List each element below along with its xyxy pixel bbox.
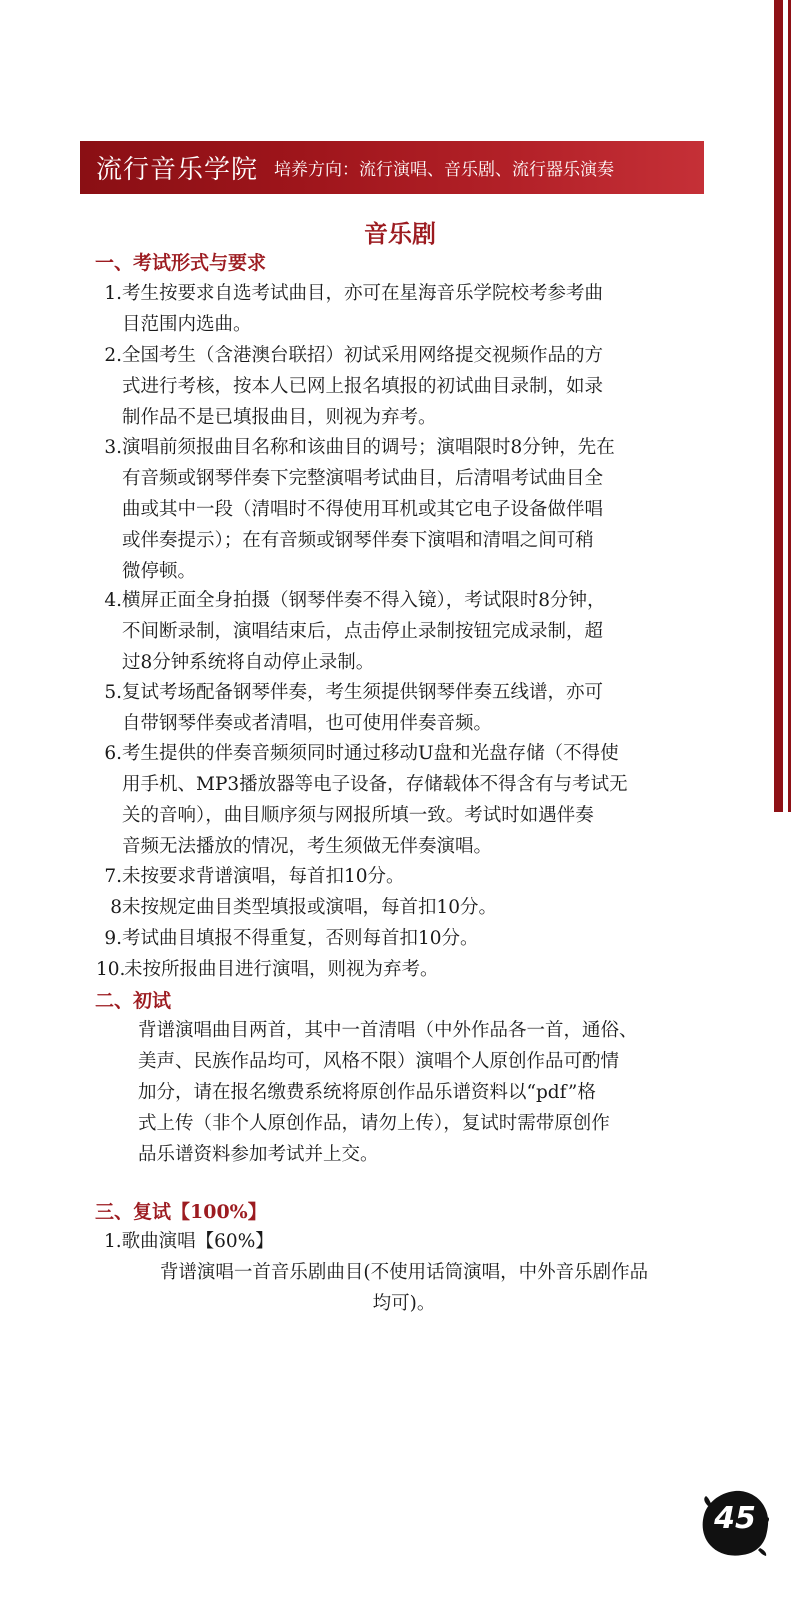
paragraph-line: 式上传（非个人原创作品，请勿上传），复试时需带原创作 xyxy=(138,1113,610,1134)
item-text: 制作品不是已填报曲目，则视为弃考。 xyxy=(122,407,437,428)
item-text: 复试考场配备钢琴伴奏，考生须提供钢琴伴奏五线谱，亦可 xyxy=(122,682,604,703)
section-heading-preliminary: 二、初试 xyxy=(95,990,172,1012)
item-number: 7. xyxy=(104,866,122,887)
right-border-stripe xyxy=(774,0,783,812)
banner-subtitle: 培养方向：流行演唱、音乐剧、流行器乐演奏 xyxy=(274,160,615,180)
list-item xyxy=(96,861,405,892)
paragraph-line: 美声、民族作品均可，风格不限）演唱个人原创作品可酌情 xyxy=(138,1051,620,1072)
list-item xyxy=(96,954,439,985)
preliminary-paragraph xyxy=(138,1015,718,1170)
paragraph-line: 背谱演唱曲目两首，其中一首清唱（中外作品各一首，通俗、 xyxy=(138,1020,638,1041)
item-number: 5. xyxy=(104,682,122,703)
header-banner xyxy=(80,141,704,194)
banner-title: 流行音乐学院 xyxy=(96,155,259,185)
item-number: 1. xyxy=(104,283,122,304)
item-number: 2. xyxy=(104,345,122,366)
item-number: 3. xyxy=(104,437,122,458)
item-number: 10. xyxy=(96,959,126,980)
item-text: 用手机、MP3播放器等电子设备，存储载体不得含有与考试无 xyxy=(122,774,628,795)
item-text: 自带钢琴伴奏或者清唱，也可使用伴奏音频。 xyxy=(122,713,493,734)
item-text: 未按要求背谱演唱，每首扣10分。 xyxy=(122,866,405,887)
paragraph-line: 背谱演唱一首音乐剧曲目(不使用话筒演唱，中外音乐剧作品 xyxy=(159,1262,649,1283)
paragraph-line: 均可)。 xyxy=(372,1293,436,1314)
item-text: 过8分钟系统将自动停止录制。 xyxy=(122,652,375,673)
paragraph-line: 品乐谱资料参加考试并上交。 xyxy=(138,1144,379,1165)
item-text: 横屏正面全身拍摄（钢琴伴奏不得入镜），考试限时8分钟， xyxy=(122,590,606,611)
section-heading-requirements: 一、考试形式与要求 xyxy=(95,252,267,274)
list-item xyxy=(96,585,606,678)
item-text: 考试曲目填报不得重复，否则每首扣10分。 xyxy=(122,928,479,949)
item-text: 关的音响），曲目顺序须与网报所填一致。考试时如遇伴奏 xyxy=(122,805,594,826)
final-paragraph xyxy=(104,1257,704,1319)
right-border-thin-stripe xyxy=(788,0,791,812)
item-text: 曲或其中一段（清唱时不得使用耳机或其它电子设备做伴唱 xyxy=(122,499,604,520)
section-heading-final: 三、复试【100%】 xyxy=(95,1201,267,1223)
item-text: 不间断录制，演唱结束后，点击停止录制按钮完成录制，超 xyxy=(122,621,604,642)
item-text: 目范围内选曲。 xyxy=(122,314,252,335)
page-number: 45 xyxy=(714,1501,756,1536)
item-number: 9. xyxy=(104,928,122,949)
list-item xyxy=(96,278,603,340)
list-item xyxy=(96,892,497,923)
item-text: 或伴奏提示）；在有音频或钢琴伴奏下演唱和清唱之间可稍 xyxy=(122,530,594,551)
item-number: 4. xyxy=(104,590,122,611)
item-number: 6. xyxy=(104,743,122,764)
item-text: 演唱前须报曲目名称和该曲目的调号；演唱限时8分钟，先在 xyxy=(122,437,615,458)
item-number: 8 xyxy=(110,897,122,918)
item-text: 微停顿。 xyxy=(122,561,197,582)
page-title: 音乐剧 xyxy=(364,219,436,248)
page-number-badge xyxy=(700,1488,770,1558)
list-item xyxy=(96,340,603,433)
list-item xyxy=(96,923,479,954)
item-text: 未按规定曲目类型填报或演唱，每首扣10分。 xyxy=(122,897,498,918)
list-item xyxy=(96,677,603,739)
list-item xyxy=(96,738,628,862)
item-text: 未按所报曲目进行演唱，则视为弃考。 xyxy=(124,959,439,980)
item-text: 音频无法播放的情况，考生须做无伴奏演唱。 xyxy=(122,836,493,857)
item-text: 考生按要求自选考试曲目，亦可在星海音乐学院校考参考曲 xyxy=(122,283,604,304)
item-text: 考生提供的伴奏音频须同时通过移动U盘和光盘存储（不得使 xyxy=(122,743,619,764)
item-text: 式进行考核，按本人已网上报名填报的初试曲目录制，如录 xyxy=(122,376,604,397)
item-text: 有音频或钢琴伴奏下完整演唱考试曲目，后清唱考试曲目全 xyxy=(122,468,604,489)
paragraph-line: 加分，请在报名缴费系统将原创作品乐谱资料以“pdf”格 xyxy=(138,1082,596,1103)
item-text: 全国考生（含港澳台联招）初试采用网络提交视频作品的方 xyxy=(122,345,604,366)
list-item xyxy=(96,432,615,587)
final-sub-item: 1.歌曲演唱【60%】 xyxy=(104,1231,274,1252)
